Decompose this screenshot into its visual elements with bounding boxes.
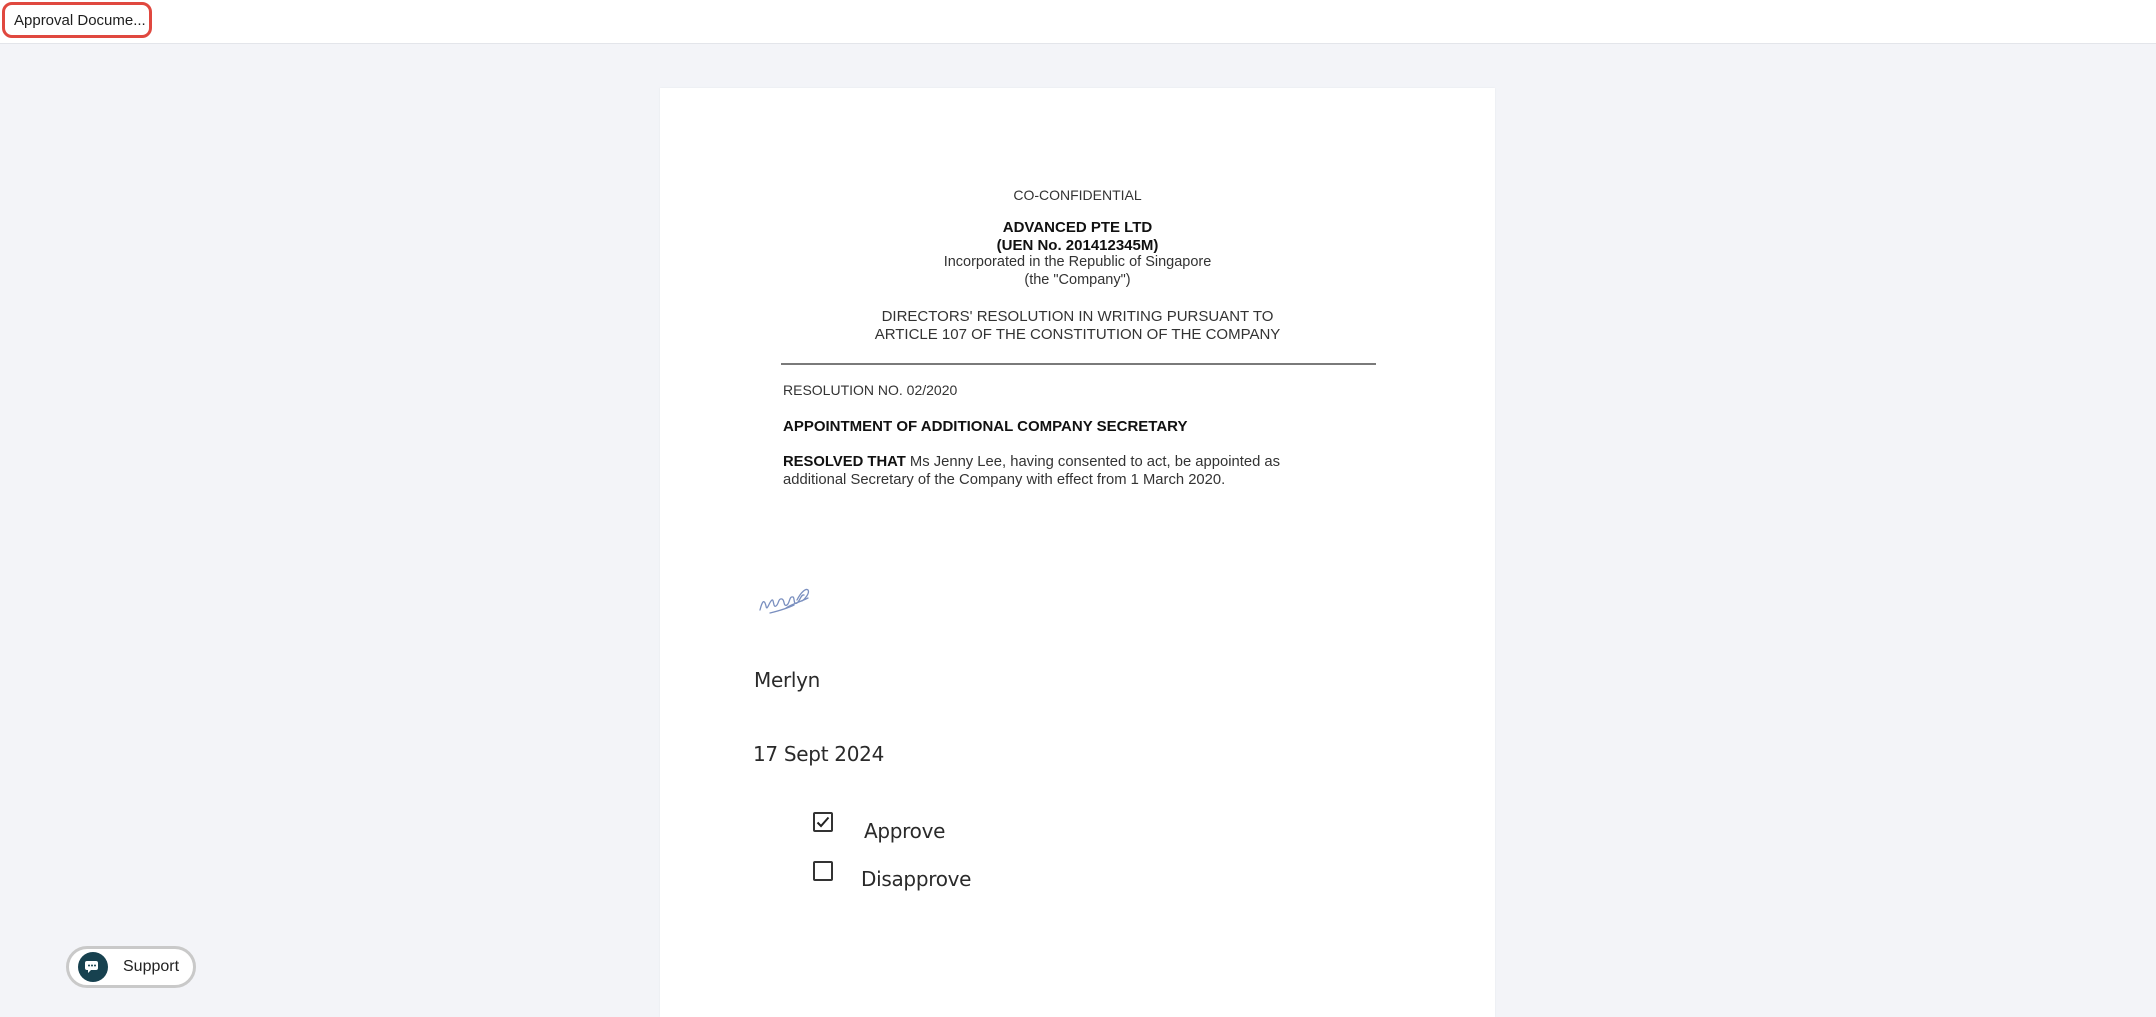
resolution-number: RESOLUTION NO. 02/2020: [783, 382, 958, 398]
header-divider: [781, 363, 1376, 365]
signer-name: Merlyn: [754, 668, 821, 692]
incorporation-text: Incorporated in the Republic of Singapore: [943, 254, 1212, 270]
signature-date: 17 Sept 2024: [753, 742, 884, 766]
document-page: [660, 88, 1495, 1017]
company-name: ADVANCED PTE LTD: [1002, 219, 1153, 236]
resolution-heading-line1: DIRECTORS' RESOLUTION IN WRITING PURSUANT TO: [881, 308, 1274, 325]
signature-image: [756, 572, 826, 620]
confidential-label: CO-CONFIDENTIAL: [1013, 187, 1142, 203]
support-button[interactable]: [66, 946, 196, 988]
approve-label: Approve: [864, 819, 946, 843]
disapprove-label: Disapprove: [861, 867, 972, 891]
resolved-lead: RESOLVED THAT: [783, 454, 906, 470]
resolved-text-line1: Ms Jenny Lee, having consented to act, be appointed as: [905, 454, 1281, 470]
document-tab[interactable]: Approval Docume...: [2, 2, 152, 38]
resolution-heading-line2: ARTICLE 107 OF THE CONSTITUTION OF THE COMPANY: [874, 326, 1281, 343]
company-reference: (the "Company"): [1024, 272, 1131, 288]
disapprove-checkbox[interactable]: [813, 861, 833, 881]
company-uen: (UEN No. 201412345M): [996, 237, 1159, 254]
chat-bubble-icon: [78, 952, 108, 982]
resolution-body: [783, 453, 1373, 489]
support-label: Support: [123, 958, 180, 975]
resolved-text-line2: additional Secretary of the Company with effect from 1 March 2020.: [783, 472, 1226, 488]
approve-checkbox[interactable]: [813, 812, 833, 832]
resolution-title: APPOINTMENT OF ADDITIONAL COMPANY SECRETARY: [783, 418, 1188, 435]
top-bar: [0, 0, 2156, 44]
checkmark-icon: [816, 816, 830, 828]
